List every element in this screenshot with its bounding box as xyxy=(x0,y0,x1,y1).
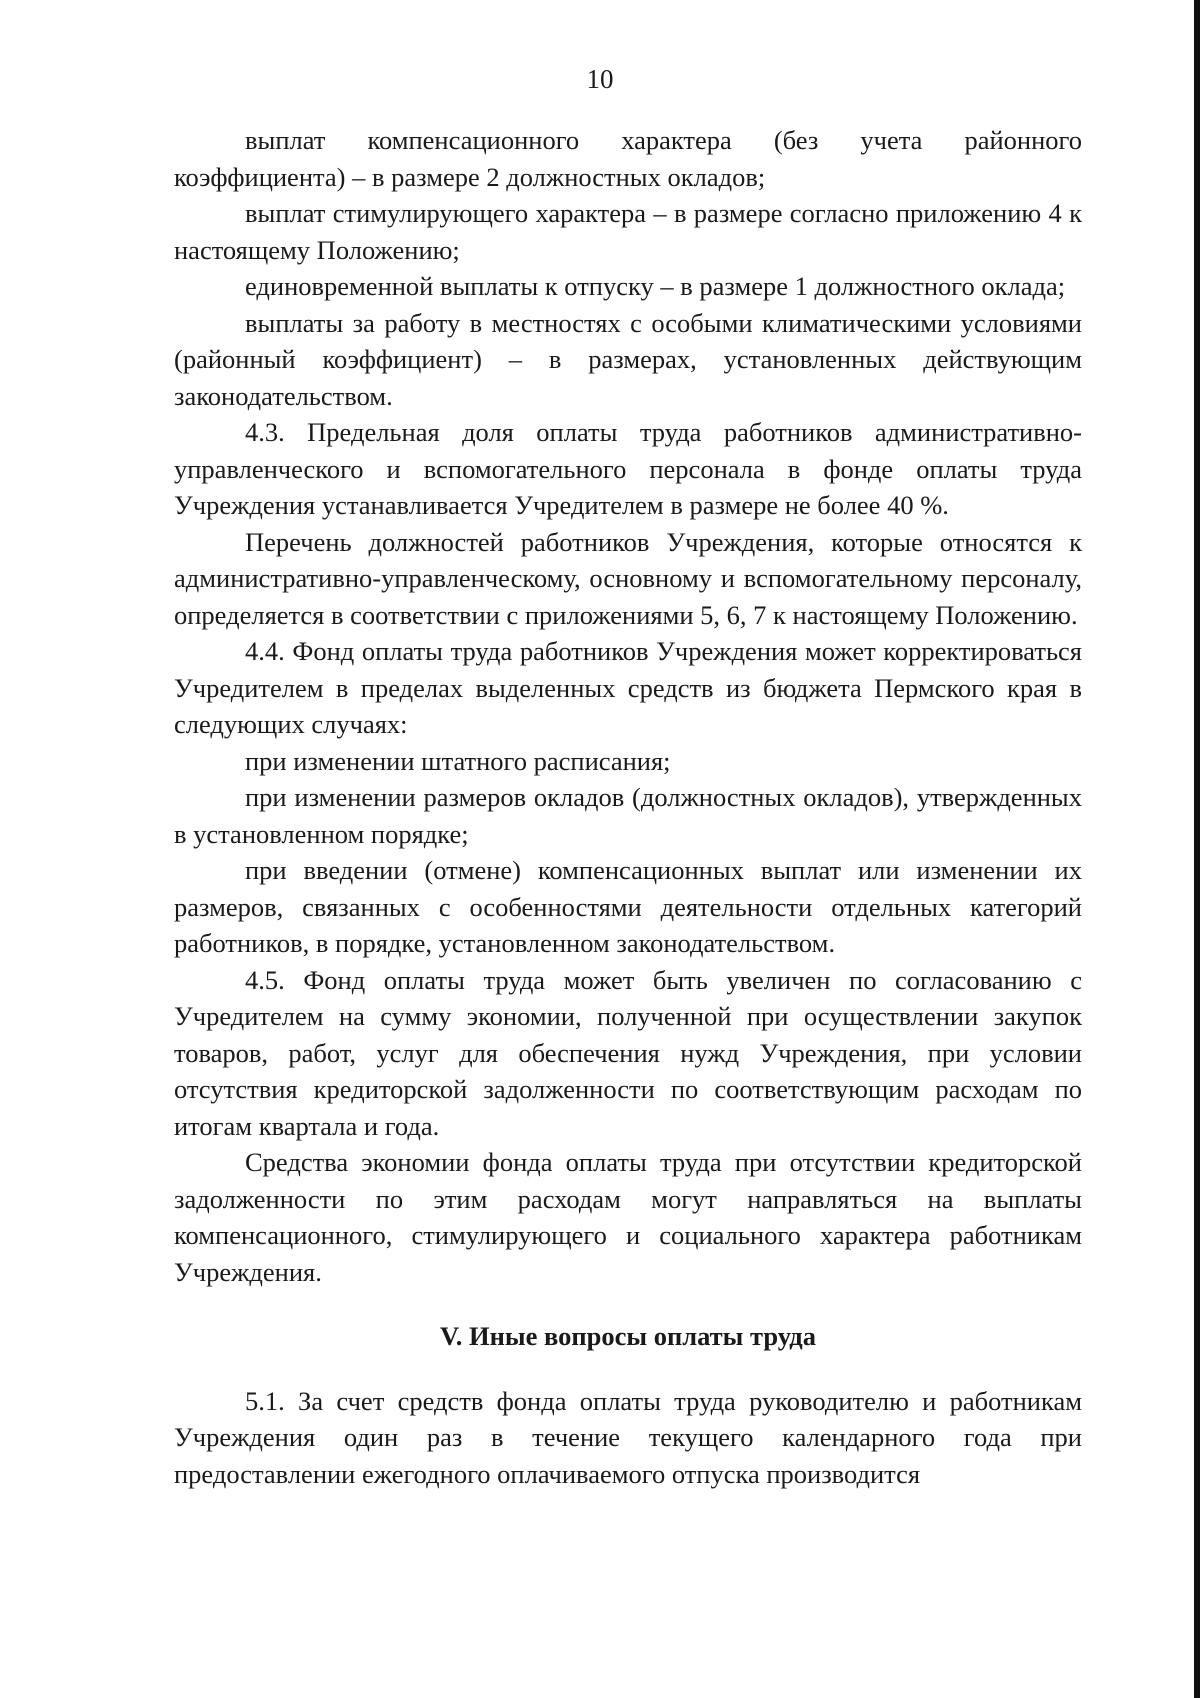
paragraph-4-5: 4.5. Фонд оплаты труда может быть увеличен по согласованию с Учредителем на сумму экономии, полученной при осуществлении закупок товаров, работ, услуг для обеспечения нужд Учреждения, при условии отсутствия кредиторской задолженности по соответствующим расходам по итогам квартала и года. xyxy=(174,964,1082,1141)
paragraph-staffing-change: при изменении штатного расписания; xyxy=(245,745,671,776)
paragraph-savings: Средства экономии фонда оплаты труда при отсутствии кредиторской задолженности по этим расходам могут направляться на выплаты компенсационного, стимулирующего и социального характера работникам Учреждения. xyxy=(174,1147,1082,1287)
paragraph-compensation-change: при введении (отмене) компенсационных выплат или изменении их размеров, связанных с особенностями деятельности отдельных категорий работников, в порядке, установленном законодательством. xyxy=(174,855,1082,958)
page-number: 10 xyxy=(586,64,614,94)
paragraph-vacation-payment: единовременной выплаты к отпуску – в размере 1 должностного оклада; xyxy=(245,271,1066,301)
paragraph-incentive-payments: выплат стимулирующего характера – в размере согласно приложению 4 к настоящему Положению; xyxy=(174,198,1082,265)
paragraph-5-1: 5.1. За счет средств фонда оплаты труда руководителю и работникам Учреждения один раз в течение текущего календарного года при предоставлении ежегодного оплачиваемого отпуска производится xyxy=(174,1385,1082,1489)
document-body xyxy=(174,122,1082,1492)
paragraph-staff-list: Перечень должностей работников Учреждения, которые относятся к административно-управленческому, основному и вспомогательному персоналу, определяется в соответствии с приложениями 5, 6, 7 к настоящему Положению. xyxy=(174,526,1082,630)
paragraph-climate-coefficient: выплаты за работу в местностях с особыми климатическими условиями (районный коэффициент) – в размерах, установленных действующим законодательством. xyxy=(174,307,1082,411)
paragraph-salary-change: при изменении размеров окладов (должностных окладов), утвержденных в установленном порядке; xyxy=(174,782,1082,849)
section-heading: V. Иные вопросы оплаты труда xyxy=(440,1321,816,1351)
page-edge xyxy=(1194,0,1200,1698)
paragraph-4-3: 4.3. Предельная доля оплаты труда работников административно-управленческого и вспомогательного персонала в фонде оплаты труда Учреждения устанавливается Учредителем в размере не более 40 %. xyxy=(174,417,1082,520)
paragraph-4-4: 4.4. Фонд оплаты труда работников Учреждения может корректироваться Учредителем в пределах выделенных средств из бюджета Пермского края в следующих случаях: xyxy=(174,636,1082,739)
paragraph-compensation-payments: выплат компенсационного характера (без учета районного коэффициента) – в размере 2 должностных окладов; xyxy=(174,125,1082,192)
